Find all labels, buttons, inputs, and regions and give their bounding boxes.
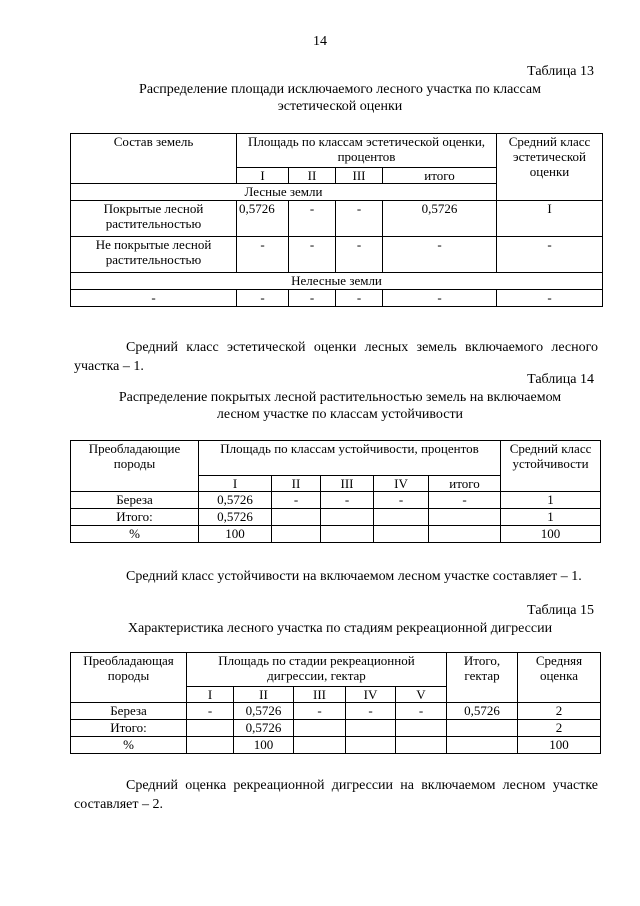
cell bbox=[294, 720, 346, 737]
subheader-III: III bbox=[321, 476, 374, 492]
table-15-label: Таблица 15 bbox=[527, 603, 594, 618]
subheader-I: I bbox=[237, 168, 289, 184]
cell: - bbox=[321, 492, 374, 509]
row-name: Береза bbox=[71, 492, 199, 509]
table-13-label: Таблица 13 bbox=[527, 64, 594, 79]
cell: - bbox=[497, 237, 603, 273]
cell: 100 bbox=[234, 737, 294, 754]
subheader-total: итого bbox=[383, 168, 497, 184]
cell: - bbox=[187, 703, 234, 720]
paragraph-3: Средний оценка рекреационной дигрессии на включаемом лесном участке составляет – 2. bbox=[74, 778, 598, 812]
cell bbox=[321, 509, 374, 526]
header-soil-composition: Состав земель bbox=[71, 134, 237, 184]
cell bbox=[396, 737, 447, 754]
table-13-title-line1: Распределение площади исключаемого лесного участка по классам bbox=[139, 82, 541, 97]
cell: 2 bbox=[518, 720, 601, 737]
cell: 100 bbox=[501, 526, 601, 543]
cell bbox=[187, 737, 234, 754]
cell: - bbox=[289, 290, 336, 307]
table-15 bbox=[70, 652, 601, 754]
cell: 100 bbox=[518, 737, 601, 754]
cell: - bbox=[497, 290, 603, 307]
cell bbox=[272, 526, 321, 543]
subheader-I: I bbox=[199, 476, 272, 492]
cell bbox=[321, 526, 374, 543]
subheader-II: II bbox=[234, 687, 294, 703]
table-14-title-line1: Распределение покрытых лесной растительностью земель на включаемом bbox=[118, 390, 562, 405]
row-name: Береза bbox=[71, 703, 187, 720]
cell: 100 bbox=[199, 526, 272, 543]
cell: - bbox=[346, 703, 396, 720]
cell: - bbox=[374, 492, 429, 509]
header-dominant-species: Преобладающая породы bbox=[71, 653, 187, 703]
cell: - bbox=[237, 290, 289, 307]
cell bbox=[447, 720, 518, 737]
table-14 bbox=[70, 440, 601, 543]
row-name: Итого: bbox=[71, 509, 199, 526]
cell: 0,5726 bbox=[199, 492, 272, 509]
cell: 0,5726 bbox=[199, 509, 272, 526]
cell: 0,5726 bbox=[234, 703, 294, 720]
subheader-IV: IV bbox=[374, 476, 429, 492]
cell: - bbox=[294, 703, 346, 720]
table-14-label: Таблица 14 bbox=[527, 372, 594, 387]
subheader-III: III bbox=[294, 687, 346, 703]
row-name: % bbox=[71, 526, 199, 543]
cell bbox=[346, 720, 396, 737]
subheader-total: итого bbox=[429, 476, 501, 492]
table-14-title-line2: лесном участке по классам устойчивости bbox=[216, 407, 464, 422]
cell bbox=[374, 526, 429, 543]
cell: I bbox=[497, 201, 603, 237]
cell: - bbox=[272, 492, 321, 509]
paragraph-1: Средний класс эстетической оценки лесных земель включаемого лесного участка – 1. bbox=[74, 340, 598, 374]
table-15-title: Характеристика лесного участка по стадиям рекреационной дигрессии bbox=[127, 621, 553, 636]
row-name: Не покрытые лесной растительностью bbox=[71, 237, 237, 273]
cell bbox=[396, 720, 447, 737]
header-total-hectares: Итого, гектар bbox=[447, 653, 518, 703]
cell bbox=[374, 509, 429, 526]
subheader-II: II bbox=[289, 168, 336, 184]
cell bbox=[346, 737, 396, 754]
header-area-stability: Площадь по классам устойчивости, процентов bbox=[199, 441, 501, 476]
cell: - bbox=[237, 237, 289, 273]
cell: - bbox=[289, 201, 336, 237]
table-13-title bbox=[60, 81, 620, 115]
subheader-III: III bbox=[336, 168, 383, 184]
cell: 2 bbox=[518, 703, 601, 720]
page-number: 14 bbox=[313, 34, 327, 49]
cell bbox=[447, 737, 518, 754]
cell bbox=[429, 509, 501, 526]
cell bbox=[272, 509, 321, 526]
cell: - bbox=[336, 237, 383, 273]
paragraph-2: Средний класс устойчивости на включаемом лесном участке составляет – 1. bbox=[126, 569, 582, 584]
cell: - bbox=[336, 201, 383, 237]
header-avg-score: Средняя оценка bbox=[518, 653, 601, 703]
cell: 0,5726 bbox=[237, 201, 289, 237]
cell: - bbox=[429, 492, 501, 509]
cell: 0,5726 bbox=[447, 703, 518, 720]
cell: 1 bbox=[501, 509, 601, 526]
cell: - bbox=[336, 290, 383, 307]
section-non-forest-lands: Нелесные земли bbox=[71, 273, 603, 290]
cell: - bbox=[383, 290, 497, 307]
table-14-title bbox=[60, 389, 620, 423]
cell: 0,5726 bbox=[383, 201, 497, 237]
row-name: Итого: bbox=[71, 720, 187, 737]
table-13 bbox=[70, 133, 603, 307]
row-name: Покрытые лесной растительностью bbox=[71, 201, 237, 237]
cell: 1 bbox=[501, 492, 601, 509]
header-dominant-species: Преобладающие породы bbox=[71, 441, 199, 492]
header-area-aesthetic: Площадь по классам эстетической оценки, процентов bbox=[237, 134, 497, 168]
cell: - bbox=[383, 237, 497, 273]
subheader-V: V bbox=[396, 687, 447, 703]
section-forest-lands: Лесные земли bbox=[71, 184, 497, 201]
subheader-IV: IV bbox=[346, 687, 396, 703]
cell: 0,5726 bbox=[234, 720, 294, 737]
subheader-II: II bbox=[272, 476, 321, 492]
cell: - bbox=[289, 237, 336, 273]
cell bbox=[429, 526, 501, 543]
cell: - bbox=[396, 703, 447, 720]
header-avg-stability-class: Средний класс устойчивости bbox=[501, 441, 601, 492]
row-name: - bbox=[71, 290, 237, 307]
cell bbox=[187, 720, 234, 737]
subheader-I: I bbox=[187, 687, 234, 703]
header-area-digression: Площадь по стадии рекреационной дигрессии, гектар bbox=[187, 653, 447, 687]
table-13-title-line2: эстетической оценки bbox=[277, 99, 403, 114]
header-avg-aesthetic-class: Средний класс эстетической оценки bbox=[497, 134, 603, 201]
cell bbox=[294, 737, 346, 754]
row-name: % bbox=[71, 737, 187, 754]
